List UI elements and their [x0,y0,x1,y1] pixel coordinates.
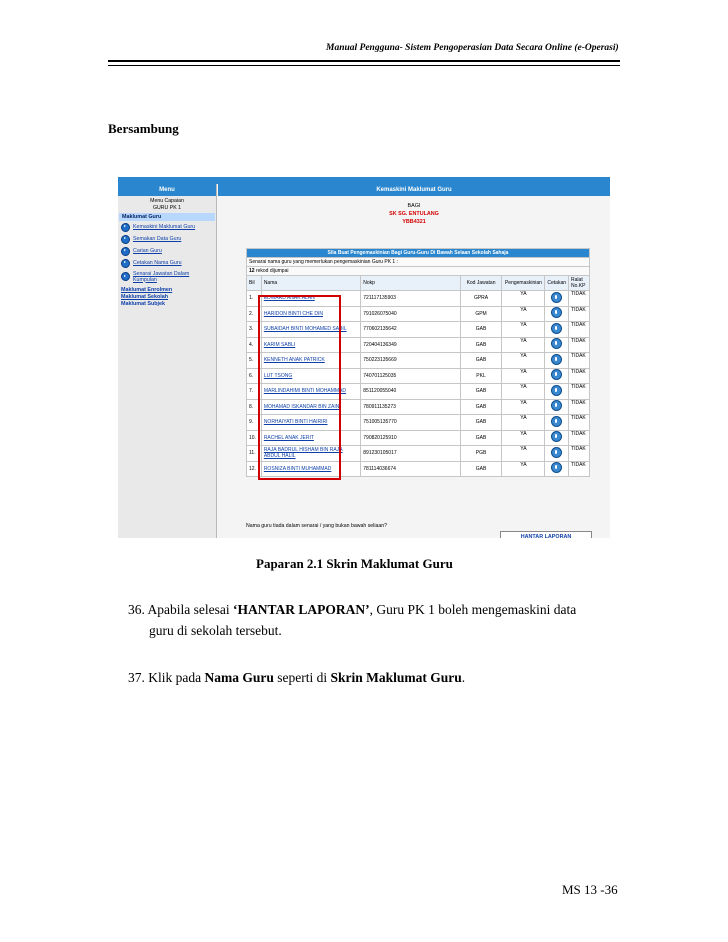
row-bil: 1. [247,291,262,307]
print-info-icon[interactable] [551,447,562,458]
step-36-line1 [128,599,576,620]
col-bil: Bil [247,276,262,291]
row-pengemaskinian: YA [502,415,545,431]
teacher-name-link[interactable]: EDWARD ANAK ALAN [263,295,315,302]
menu-item[interactable] [118,221,216,233]
row-ralat-nokp: TIDAK [569,291,590,307]
print-info-icon[interactable] [551,431,562,442]
school-name: SK SG. ENTULANG [389,211,439,217]
page-number: MS 13 -36 [562,882,618,897]
row-pengemaskinian: YA [502,322,545,338]
row-cetakan-cell [545,399,569,415]
menu-items [118,221,216,284]
print-info-icon[interactable] [551,323,562,334]
row-ralat-nokp: TIDAK [569,322,590,338]
section-title: Bersambung [108,121,179,136]
menu-item-label: Carian Guru [133,248,162,254]
teacher-name-link[interactable]: SUBAIDAH BINTI MOHAMED SABIL [263,326,347,333]
row-kod-jawatan: PGB [460,446,502,462]
teacher-name-link[interactable]: RACHEL ANAK JERIT [263,434,314,441]
print-info-icon[interactable] [551,416,562,427]
row-ralat-nokp: TIDAK [569,353,590,369]
col-ralat-nokp: Ralat No.KP [569,276,590,291]
row-kod-jawatan: GPM [460,306,502,322]
step-36-bold: ‘HANTAR LAPORAN’ [233,602,370,617]
row-kod-jawatan: GAB [460,461,502,477]
step-36-line2: guru di sekolah tersebut. [149,623,282,638]
row-ralat-nokp: TIDAK [569,430,590,446]
row-ralat-nokp: TIDAK [569,461,590,477]
arrow-bullet-icon [121,272,130,281]
highlight-nama-column [258,295,341,480]
row-nokp: 721117135903 [361,291,460,307]
row-nokp: 790820125910 [361,430,460,446]
menu-item-label: Kemaskini Maklumat Guru [133,224,196,230]
row-pengemaskinian: YA [502,461,545,477]
row-kod-jawatan: PKL [460,368,502,384]
table-banner: Sila Buat Pengemaskinian Bagi Guru-Guru Di Bawah Selaan Sekolah Sahaja [247,249,590,258]
row-nokp: 851120055040 [361,384,460,400]
list-title: Senarai nama guru yang memerlukan pengemaskinian Guru PK 1 : [247,258,590,267]
row-pengemaskinian: YA [502,384,545,400]
teacher-name-link[interactable]: NORHAIYATI BINTI HAIRIRI [263,419,328,426]
row-cetakan-cell [545,384,569,400]
row-ralat-nokp: TIDAK [569,415,590,431]
menu-link-sekolah[interactable]: Maklumat Sekolah [121,293,169,300]
row-pengemaskinian: YA [502,291,545,307]
col-nokp: Nokp [361,276,460,291]
teacher-name-link[interactable]: KARIM SABLI [263,341,296,348]
step-37-text3: . [461,670,466,685]
row-nokp: 750223135669 [361,353,460,369]
row-pengemaskinian: YA [502,337,545,353]
row-cetakan-cell [545,353,569,369]
menu-item-label: Semakan Data Guru [133,236,182,242]
col-pengemaskinian: Pengemaskinian [502,276,545,291]
menu-title: Menu [118,184,216,196]
arrow-bullet-icon [121,247,130,256]
teacher-name-link[interactable]: ROSNIZA BINTI MUHAMMAD [263,465,332,472]
menu-item[interactable] [118,257,216,269]
row-bil: 2. [247,306,262,322]
teacher-name-link[interactable]: KENNETH ANAK PATRICK [263,357,325,364]
row-bil: 9. [247,415,262,431]
teacher-name-link[interactable]: MARLINDAHIMI BINTI MOHAMMAD [263,388,347,395]
row-ralat-nokp: TIDAK [569,306,590,322]
row-kod-jawatan: GAB [460,415,502,431]
row-pengemaskinian: YA [502,446,545,462]
row-pengemaskinian: YA [502,368,545,384]
row-cetakan-cell [545,461,569,477]
print-info-icon[interactable] [551,354,562,365]
page-header: Manual Pengguna- Sistem Pengoperasian Data Secara Online (e-Operasi) [326,43,619,53]
step-37-bold1: Nama Guru [204,670,274,685]
hantar-laporan-button[interactable]: HANTAR LAPORAN [500,531,592,538]
school-code: YBB4321 [402,219,426,225]
row-nokp: 780911135273 [361,399,460,415]
row-ralat-nokp: TIDAK [569,384,590,400]
arrow-bullet-icon [121,223,130,232]
step-36-text1: Apabila selesai [147,602,233,617]
arrow-bullet-icon [121,259,130,268]
row-cetakan-cell [545,291,569,307]
teacher-name-link[interactable]: RAJA BADRUL HISHAM BIN RAJA ABDUL HALIL [263,447,343,460]
row-nokp: 891230105017 [361,446,460,462]
row-bil: 3. [247,322,262,338]
row-pengemaskinian: YA [502,306,545,322]
row-cetakan-cell [545,368,569,384]
step-37-text1: Klik pada [148,670,205,685]
teacher-name-link[interactable]: MOHAMAD ISKANDAR BIN ZAIN [263,403,340,410]
print-info-icon[interactable] [551,307,562,318]
footnote-text: Nama guru tiada dalam senarai / yang bukan bawah seliaan? [246,523,388,529]
row-bil: 4. [247,337,262,353]
row-kod-jawatan: GPRA [460,291,502,307]
teacher-name-link[interactable]: HARIDON BINTI CHE DIN [263,310,323,317]
row-bil: 5. [247,353,262,369]
header-rule-thin [108,65,620,66]
row-ralat-nokp: TIDAK [569,368,590,384]
row-pengemaskinian: YA [502,353,545,369]
menu-item[interactable] [118,269,216,284]
row-nokp: 781114036674 [361,461,460,477]
col-kod-jawatan: Kod Jawatan [460,276,502,291]
row-ralat-nokp: TIDAK [569,399,590,415]
print-info-icon[interactable] [551,338,562,349]
row-nokp: 791026075040 [361,306,460,322]
header-rule-thick [108,60,620,62]
row-kod-jawatan: GAB [460,353,502,369]
row-kod-jawatan: GAB [460,337,502,353]
row-cetakan-cell [545,415,569,431]
arrow-bullet-icon [121,235,130,244]
row-bil: 8. [247,399,262,415]
row-kod-jawatan: GAB [460,430,502,446]
col-cetakan: Cetakan [545,276,569,291]
print-info-icon[interactable] [551,369,562,380]
col-nama: Nama [261,276,360,291]
table-header-row [247,276,590,291]
row-cetakan-cell [545,337,569,353]
record-label: rekod dijumpai [255,268,289,274]
menu-link-subjek[interactable]: Maklumat Subjek [121,300,166,307]
print-info-icon[interactable] [551,385,562,396]
record-count: 12 [249,268,255,274]
step-36-text2: , Guru PK 1 boleh mengemaskini data [369,602,577,617]
print-info-icon[interactable] [551,292,562,303]
row-kod-jawatan: GAB [460,322,502,338]
row-nokp: 720404136349 [361,337,460,353]
row-cetakan-cell [545,322,569,338]
row-ralat-nokp: TIDAK [569,337,590,353]
row-bil: 7. [247,384,262,400]
row-bil: 6. [247,368,262,384]
print-info-icon[interactable] [551,400,562,411]
teacher-name-link[interactable]: LUT TSONG [263,372,293,379]
bagi-label: BAGI [407,203,421,209]
row-nokp: 751005135770 [361,415,460,431]
menu-link-enrolmen[interactable]: Maklumat Enrolmen [121,286,173,293]
top-bar [118,177,610,184]
step-37-number: 37. [128,670,145,685]
menu-subtitle: Menu Capaian GURU PK 1 [150,198,184,211]
figure-caption: Paparan 2.1 Skrin Maklumat Guru [256,556,453,571]
step-36-number: 36. [128,602,145,617]
step-37-text2: seperti di [273,670,331,685]
menu-item-label: Senarai Jawatan Dalam Kumpulan [133,270,190,283]
row-ralat-nokp: TIDAK [569,446,590,462]
step-37 [128,667,465,688]
main-title: Kemaskini Maklumat Guru [218,184,610,196]
row-pengemaskinian: YA [502,430,545,446]
row-nokp: 740701125035 [361,368,460,384]
left-menu-panel [118,184,217,538]
print-info-icon[interactable] [551,462,562,473]
row-bil: 11. [247,446,262,462]
maklumat-guru-screenshot [118,165,610,538]
menu-item-label: Cetakan Nama Guru [133,260,182,266]
step-37-bold2: Skrin Maklumat Guru [330,670,462,685]
row-cetakan-cell [545,306,569,322]
row-bil: 10. [247,430,262,446]
menu-item[interactable] [118,245,216,257]
row-kod-jawatan: GAB [460,384,502,400]
row-cetakan-cell [545,430,569,446]
row-cetakan-cell [545,446,569,462]
menu-section-maklumat-guru: Maklumat Guru [119,213,215,221]
row-pengemaskinian: YA [502,399,545,415]
menu-item[interactable] [118,233,216,245]
row-bil: 12. [247,461,262,477]
row-nokp: 770602135642 [361,322,460,338]
row-kod-jawatan: GAB [460,399,502,415]
record-count-cell [247,267,590,276]
